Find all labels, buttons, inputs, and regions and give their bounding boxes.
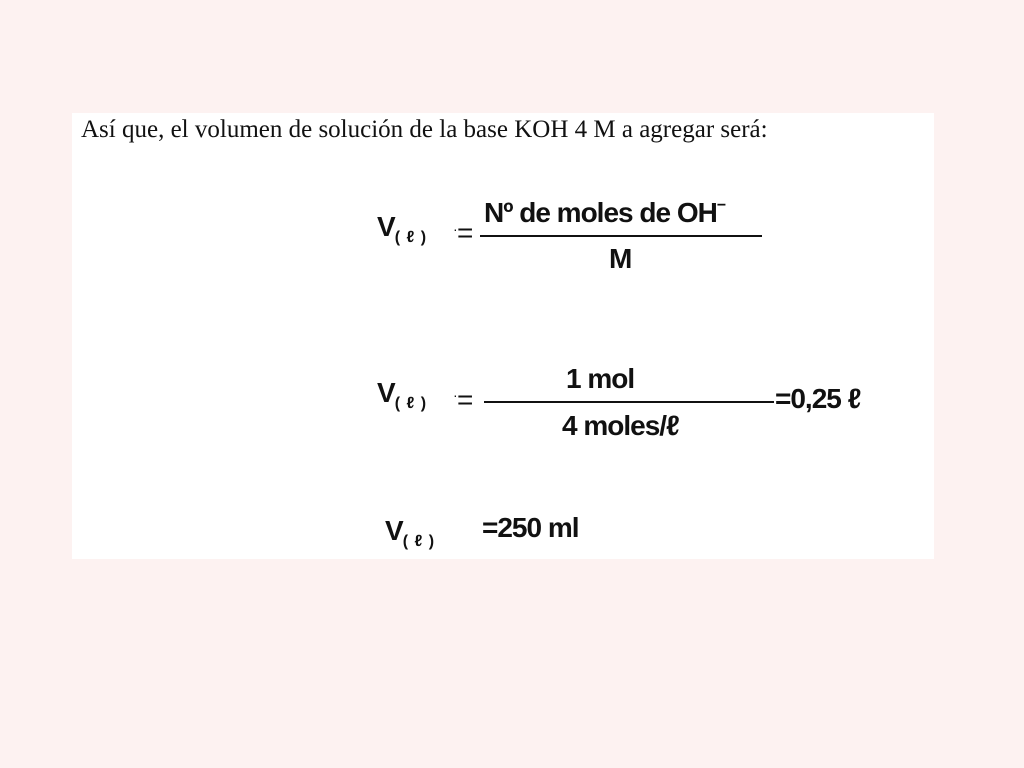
fraction-numerator	[484, 197, 725, 229]
fraction-denominator: M	[609, 243, 632, 274]
hydroxide-charge: −	[716, 197, 726, 214]
equals-sign: =	[457, 217, 473, 248]
result-liters: =0,25 ℓ	[775, 383, 861, 414]
fraction-numerator: 1 mol	[566, 363, 635, 394]
separator-dot: ·	[453, 387, 457, 403]
volume-subscript: ( ℓ )	[394, 229, 428, 246]
volume-letter: V	[377, 377, 395, 408]
volume-letter: V	[385, 515, 403, 546]
result-milliliters: =250 ml	[482, 512, 579, 543]
volume-symbol	[377, 377, 428, 412]
intro-text: Así que, el volumen de solución de la base KOH 4 M a agregar será:	[81, 116, 768, 143]
volume-symbol	[385, 515, 436, 550]
fraction-bar	[480, 235, 762, 237]
separator-dot: ·	[453, 221, 457, 237]
fraction-bar	[484, 401, 774, 403]
content-panel	[72, 113, 934, 559]
fraction-denominator: 4 moles/ℓ	[562, 410, 679, 441]
volume-symbol	[377, 211, 428, 246]
volume-letter: V	[377, 211, 395, 242]
numerator-text: Nº de moles de OH	[484, 197, 717, 228]
equals-sign: =	[457, 384, 473, 415]
volume-subscript: ( ℓ )	[402, 533, 436, 550]
volume-subscript: ( ℓ )	[394, 395, 428, 412]
